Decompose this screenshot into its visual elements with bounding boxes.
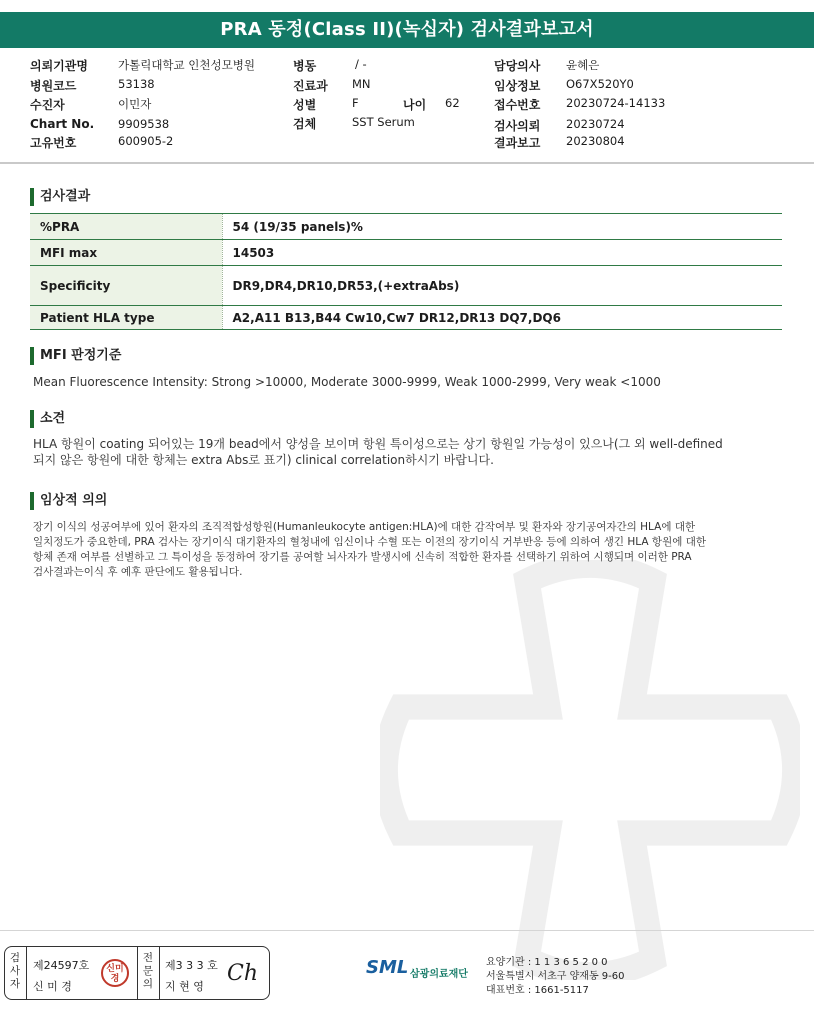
examiner-license: 제24597호 bbox=[33, 959, 90, 972]
age-label: 나이 bbox=[403, 98, 427, 112]
opinion-text bbox=[33, 436, 773, 468]
divider bbox=[137, 947, 138, 999]
significance-line: 검사결과는이식 후 예후 판단에도 활용됩니다. bbox=[33, 566, 243, 578]
report-title: PRA 동정(Class II)(녹십자) 검사결과보고서 bbox=[0, 12, 814, 48]
row-label: Specificity bbox=[30, 266, 222, 306]
specimen-label: 검체 bbox=[293, 117, 317, 131]
watermark-cross-icon bbox=[380, 560, 800, 980]
ward-label: 병동 bbox=[293, 59, 317, 73]
results-table bbox=[30, 213, 782, 330]
test-request-label: 검사의뢰 bbox=[494, 119, 541, 133]
row-value: 54 (19/35 panels)% bbox=[232, 219, 363, 234]
org-name: 삼광의료재단 bbox=[410, 969, 468, 980]
department-label: 진료과 bbox=[293, 79, 328, 93]
footer-divider bbox=[0, 930, 814, 931]
specimen-value: SST Serum bbox=[352, 115, 415, 129]
divider bbox=[159, 947, 160, 999]
specialist-label: 전문의 bbox=[142, 952, 154, 990]
doctor-value: 윤혜은 bbox=[566, 58, 600, 72]
table-row bbox=[30, 266, 782, 306]
table-row bbox=[30, 306, 782, 330]
opinion-line: HLA 항원이 coating 되어있는 19개 bead에서 양성을 보이며 항원 특이성으로는 상기 항원일 가능성이 있으나(그 외 well-defined bbox=[33, 437, 723, 451]
unique-no-label: 고유번호 bbox=[30, 136, 77, 150]
hospital-code-label: 병원코드 bbox=[30, 79, 77, 93]
table-row bbox=[30, 240, 782, 266]
signature: Ch bbox=[227, 961, 259, 986]
mfi-criteria-text: Mean Fluorescence Intensity: Strong >10000, Moderate 3000-9999, Weak 1000-2999, Very weak <1000 bbox=[33, 375, 661, 389]
test-request-value: 20230724 bbox=[566, 117, 625, 131]
clinical-info-value: O67X520Y0 bbox=[566, 77, 634, 91]
sex-label: 성별 bbox=[293, 98, 317, 112]
sex-value: F bbox=[352, 96, 359, 110]
ward-value: / - bbox=[355, 57, 367, 71]
chart-no-label: Chart No. bbox=[30, 117, 95, 131]
recipient-value: 이민자 bbox=[118, 97, 152, 111]
department-value: MN bbox=[352, 77, 371, 91]
mfi-heading: MFI 판정기준 bbox=[30, 347, 121, 365]
institution-value: 가톨릭대학교 인천성모병원 bbox=[118, 58, 255, 72]
examiner-label: 검사자 bbox=[9, 952, 21, 990]
doctor-label: 담당의사 bbox=[494, 59, 541, 73]
header-divider bbox=[0, 162, 814, 164]
care-institution: 요양기관 : 1 1 3 6 5 2 0 0 bbox=[486, 957, 608, 968]
result-report-value: 20230804 bbox=[566, 134, 625, 148]
opinion-heading: 소견 bbox=[30, 410, 65, 428]
row-label: Patient HLA type bbox=[30, 306, 222, 330]
sml-logo bbox=[366, 955, 486, 989]
institution-label: 의뢰기관명 bbox=[30, 59, 88, 73]
signature-box bbox=[4, 946, 270, 1000]
hospital-code-value: 53138 bbox=[118, 77, 155, 91]
clinical-significance-heading: 임상적 의의 bbox=[30, 492, 107, 510]
result-report-label: 결과보고 bbox=[494, 136, 541, 150]
significance-line: 장기 이식의 성공여부에 있어 환자의 조직적합성항원(Humanleukocyte antigen:HLA)에 대한 감작여부 및 환자와 장기공여자간의 HLA에 대한 bbox=[33, 521, 696, 533]
clinical-significance-text bbox=[33, 520, 773, 580]
row-label: %PRA bbox=[30, 214, 222, 240]
examiner-seal: 신미경 bbox=[101, 959, 129, 987]
receipt-no-label: 접수번호 bbox=[494, 98, 541, 112]
unique-no-value: 600905-2 bbox=[118, 134, 174, 148]
opinion-line: 되지 않은 항원에 대한 항체는 extra Abs로 표기) clinical correlation하시기 바랍니다. bbox=[33, 453, 494, 467]
row-value: 14503 bbox=[232, 245, 275, 260]
divider bbox=[26, 947, 27, 999]
clinical-info-label: 임상정보 bbox=[494, 79, 541, 93]
phone: 대표번호 : 1661-5117 bbox=[486, 985, 589, 996]
recipient-label: 수진자 bbox=[30, 98, 65, 112]
patient-info-block bbox=[0, 55, 814, 151]
significance-line: 일치정도가 중요한데, PRA 검사는 장기이식 대기환자의 혈청내에 임신이나 수혈 또는 이전의 장기이식 거부반응 등에 의하여 생긴 HLA 항원에 대한 bbox=[33, 536, 706, 548]
contact-info bbox=[486, 956, 625, 998]
address: 서울특별시 서초구 양재동 9-60 bbox=[486, 971, 625, 982]
logo-mark: SML bbox=[366, 957, 409, 978]
specialist-license: 제3 3 3 호 bbox=[165, 959, 218, 972]
results-heading: 검사결과 bbox=[30, 188, 90, 206]
row-value: DR9,DR4,DR10,DR53,(+extraAbs) bbox=[232, 278, 460, 293]
chart-no-value: 9909538 bbox=[118, 117, 170, 131]
row-label: MFI max bbox=[30, 240, 222, 266]
specialist-name: 지 현 영 bbox=[165, 980, 204, 993]
receipt-no-value: 20230724-14133 bbox=[566, 96, 666, 110]
row-value: A2,A11 B13,B44 Cw10,Cw7 DR12,DR13 DQ7,DQ6 bbox=[232, 310, 561, 325]
examiner-name: 신 미 경 bbox=[33, 980, 72, 993]
significance-line: 항체 존재 여부를 선별하고 그 특이성을 동정하여 장기를 공여할 뇌사자가 발생시에 신속히 적합한 환자를 선택하기 위하여 시행되며 이러한 PRA bbox=[33, 551, 692, 563]
age-value: 62 bbox=[445, 96, 460, 110]
table-row bbox=[30, 214, 782, 240]
